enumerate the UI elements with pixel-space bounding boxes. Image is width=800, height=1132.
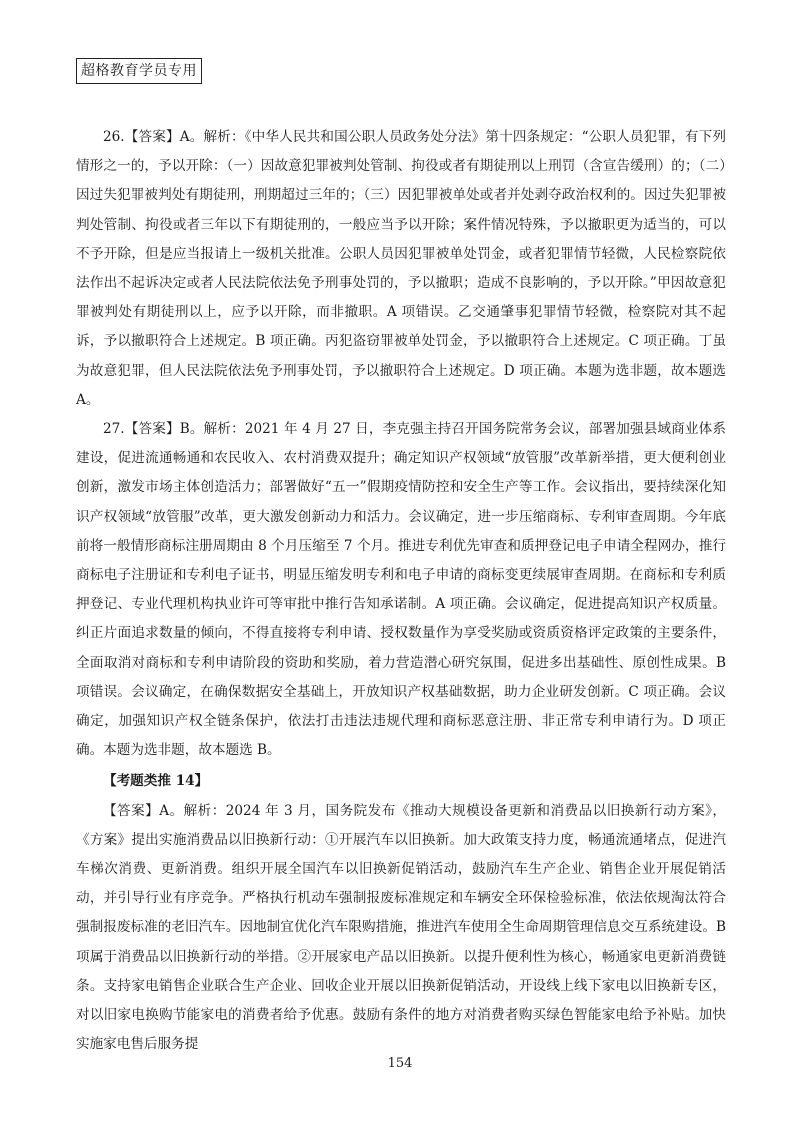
section-heading: 【考题类推 14】 (103, 773, 209, 790)
watermark-header-label: 超格教育学员专用 (76, 58, 202, 84)
document-body (76, 123, 726, 1060)
answer-paragraph-27: 27.【答案】B。解析：2021 年 4 月 27 日，李克强主持召开国务院常务会议，部署加强县域商业体系建设，促进流通畅通和农民收入、农村消费双提升；确定知识产权领域“放管服”改革新举措，更大便利创业创新，激发市场主体创造活力；部署做好“五一”假期疫情防控和安全生产等工作。会议指出，要持续深化知识产权领域“放管服”改革，更大激发创新动力和活力。会议确定，进一步压缩商标、专利审查周期。今年底前将一般情形商标注册周期由 8 个月压缩至 7 个月。推进专利优先审查和质押登记电子申请全程网办，推行商标电子注册证和专利电子证书，明显压缩发明专利和电子申请的商标变更续展审查周期。在商标和专利质押登记、专业代理机构执业许可等审批中推行告知承诺制。A 项正确。会议确定，促进提高知识产权质量。纠正片面追求数量的倾向，不得直接将专利申请、授权数量作为享受奖励或资质资格评定政策的主要条件，全面取消对商标和专利申请阶段的资助和奖励，着力营造潜心研究氛围，促进多出基础性、原创性成果。B 项错误。会议确定，在确保数据安全基础上，开放知识产权基础数据，助力企业研发创新。C 项正确。会议确定，加强知识产权全链条保护，依法打击违法违规代理和商标恶意注册、非正常专利申请行为。D 项正确。本题为选非题，故本题选 B。 (76, 421, 726, 759)
answer-paragraph-14: 【答案】A。解析：2024 年 3 月，国务院发布《推动大规模设备更新和消费品以旧换新行动方案》，《方案》提出实施消费品以旧换新行动：①开展汽车以旧换新。加大政策支持力度，畅通流通堵点，促进汽车梯次消费、更新消费。组织开展全国汽车以旧换新促销活动，鼓励汽车生产企业、销售企业开展促销活动，并引导行业有序竞争。严格执行机动车强制报废标准规定和车辆安全环保检验标准，依法依规淘汰符合强制报废标准的老旧汽车。因地制宜优化汽车限购措施，推进汽车使用全生命周期管理信息交互系统建设。B 项属于消费品以旧换新行动的举措。②开展家电产品以旧换新。以提升便利性为核心，畅通家电更新消费链条。支持家电销售企业联合生产企业、回收企业开展以旧换新促销活动，开设线上线下家电以旧换新专区，对以旧家电换购节能家电的消费者给予优惠。鼓励有条件的地方对消费者购买绿色智能家电给予补贴。加快实施家电售后服务提 (76, 802, 726, 1053)
answer-paragraph-26: 26.【答案】A。解析：《中华人民共和国公职人员政务处分法》第十四条规定：“公职人员犯罪，有下列情形之一的，予以开除：（一）因故意犯罪被判处管制、拘役或者有期徒刑以上刑罚（含宣告缓刑）的；（二）因过失犯罪被判处有期徒刑，刑期超过三年的；（三）因犯罪被单处或者并处剥夺政治权利的。因过失犯罪被判处管制、拘役或者三年以下有期徒刑的，一般应当予以开除；案件情况特殊，予以撤职更为适当的，可以不予开除，但是应当报请上一级机关批准。公职人员因犯罪被单处罚金，或者犯罪情节轻微，人民检察院依法作出不起诉决定或者人民法院依法免予刑事处罚的，予以撤职；造成不良影响的，予以开除。”甲因故意犯罪被判处有期徒刑以上，应予以开除，而非撤职。A 项错误。乙交通肇事犯罪情节轻微，检察院对其不起诉，予以撤职符合上述规定。B 项正确。丙犯盗窃罪被单处罚金，予以撤职符合上述规定。C 项正确。丁虽为故意犯罪，但人民法院依法免予刑事处罚，予以撤职符合上述规定。D 项正确。本题为选非题，故本题选 A。 (76, 129, 726, 408)
page-number: 154 (387, 1056, 413, 1071)
